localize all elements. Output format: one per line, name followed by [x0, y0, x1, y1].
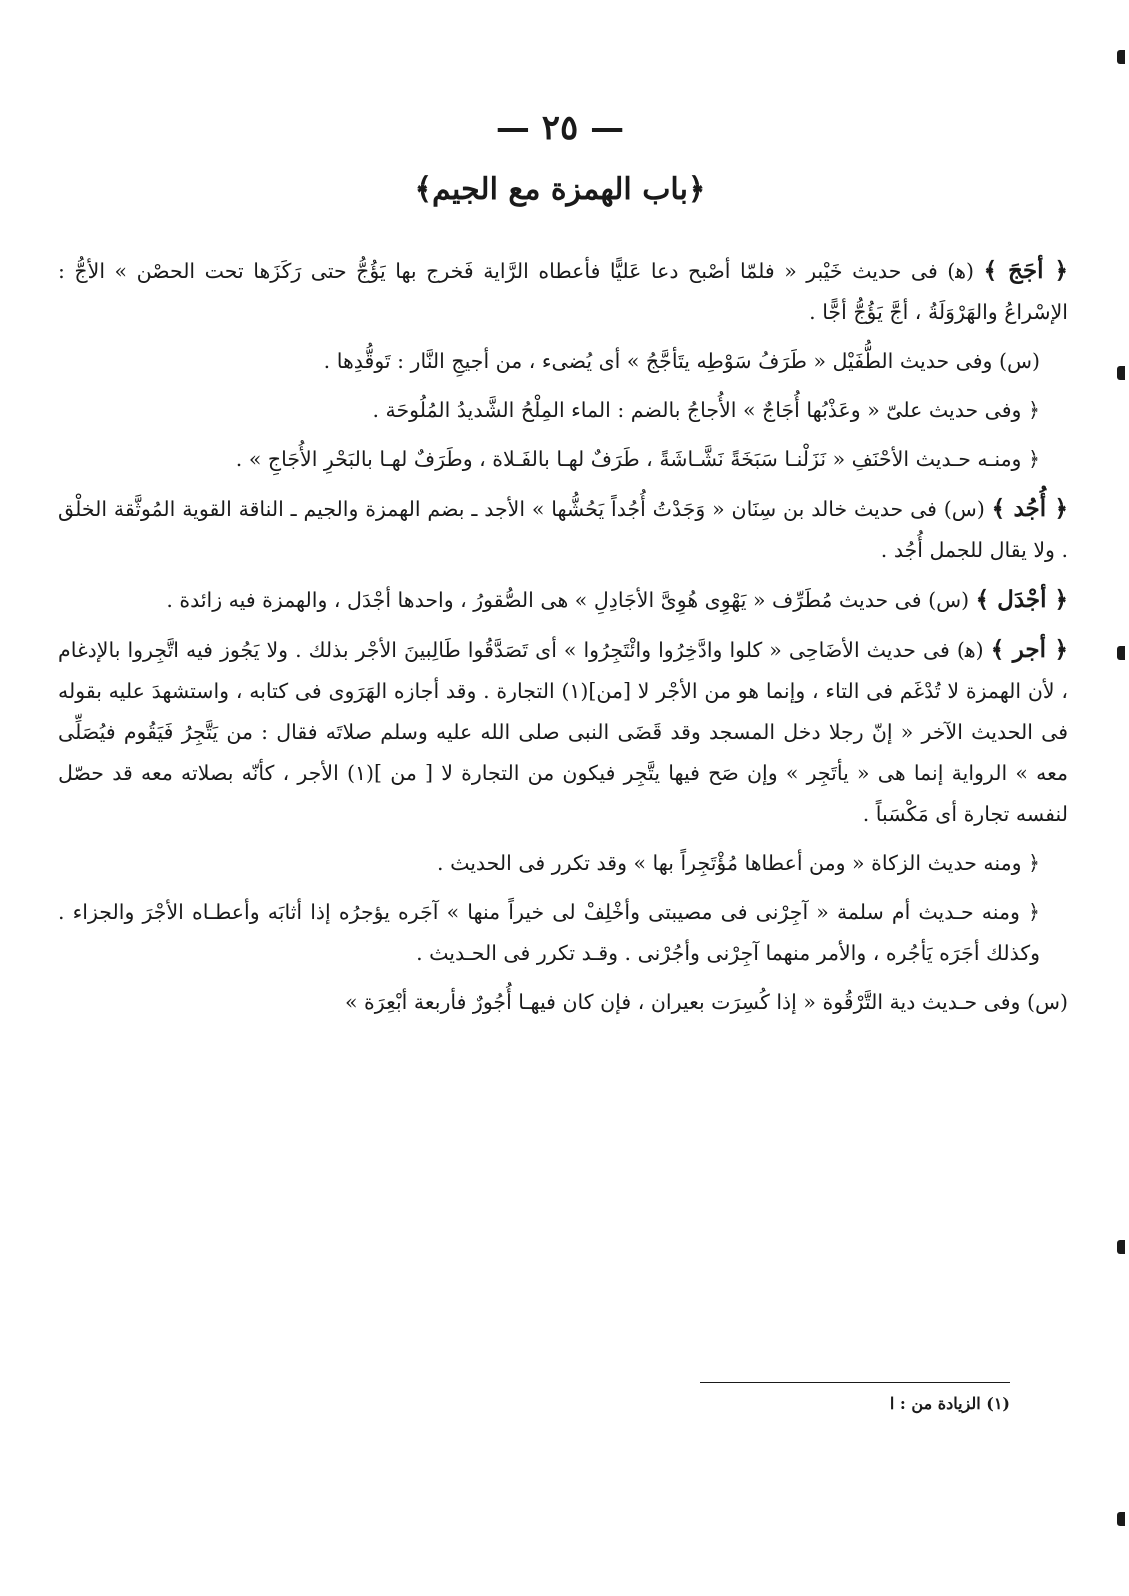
footnote-divider: [700, 1382, 1010, 1383]
headword: ﴿ أُجُد ﴾: [991, 495, 1068, 522]
entry-ajaj-ahnaf: [58, 439, 1068, 480]
entry-ajr-zakat: [58, 843, 1068, 884]
scan-edge-mark: [1117, 50, 1125, 64]
chapter-title: ﴿باب الهمزة مع الجيم﴾: [414, 172, 706, 207]
entry-text: (ﻫ) فى حديث الأضَاحِى « كلوا وادَّخِرُوا وائْتَجِرُوا » أى تَصَدَّقُوا طَالِبينَ الأجْر بذلك . ولا يَجُوز فيه اتَّجِروا بالإدغام ، لأن الهمزة لا تُدْغَم فى التاء ، وإنما هو من الأجْر لا [من](١) التجارة . وقد أجازه الهَرَوى فى كتابه ، واستشهدَ عليه بقوله فى الحديث الآخر « إنّ رجلا دخل المسجد وقد قَضَى النبى صلى الله عليه وسلم صلاتَه فقال : من يَتَّجِرُ فَيَقُوم فيُصَلِّى معه » الرواية إنما هى « يأتَجِر » وإن صَح فيها يتَّجِر فيكون من التجارة لا [ من ](١) الأجر ، كأنّه بصلاته معه قد حصّل لنفسه تجارة أى مَكْسَباً .: [58, 638, 1069, 826]
scan-edge-mark: [1117, 1512, 1125, 1526]
entry-ujud: [58, 488, 1068, 571]
document-page: [40, 0, 1080, 1596]
entry-ajdal: [58, 579, 1068, 621]
entry-ajaj-ali: [58, 390, 1068, 431]
entry-ajaj: [58, 250, 1068, 333]
entry-text: (س) فى حديث خالد بن سِنَان « وَجَدْتُ أُجُداً يَحُشُّها » الأجد ـ بضم الهمزة والجيم ـ الناقة القوية المُوثَّقة الخلْق . ولا يقال للجمل أُجُد .: [58, 497, 1068, 562]
entry-ajr-umm-salama: [58, 892, 1068, 974]
entry-text: ﴿ ومنه حديث الزكاة « ومن أعطاها مُؤْتَجِراً بها » وقد تكرر فى الحديث .: [437, 851, 1040, 875]
headword: ﴿ أجَجَ ﴾: [983, 257, 1068, 284]
scan-edge-mark: [1117, 1240, 1125, 1254]
body-text: [58, 250, 1068, 1031]
headword: ﴿ أجْدَل ﴾: [975, 586, 1068, 613]
entry-text: (س) فى حديث مُطَرِّف « يَهْوِى هُوِىَّ الأجَادِلِ » هى الصُّقورُ ، واحدها أجْدَل ، والهمزة فيه زائدة .: [166, 588, 970, 612]
entry-text: (ﻫ) فى حديث خَيْبر « فلمّا أصْبح دعا عَليًّا فأعطاه الرَّاية فَخرج بها يَؤُجُّ حتى رَكَزَها تحت الحصْن » الأجُّ : الإسْراعُ والهَرْوَلَةُ ، أجَّ يَؤُجُّ أجًّا .: [58, 259, 1068, 324]
scan-edge-mark: [1117, 646, 1125, 660]
entry-text: ﴿ وفى حديث علىّ « وعَذْبُها أُجَاجٌ » الأُجاجُ بالضم : الماء المِلْحُ الشَّديدُ المُلُوحَة .: [372, 398, 1040, 422]
entry-text: (س) وفى حديث الطُّفَيْل « طَرَفُ سَوْطِه يتَأجَّجُ » أى يُضىء ، من أجيجِ النَّار : تَوقُّدِها .: [323, 349, 1040, 373]
entry-ajaj-tufayl: [58, 341, 1068, 382]
entry-text: ﴿ ومنه حـديث أم سلمة « آجِرْنى فى مصيبتى وأخْلِفْ لى خيراً منها » آجَره يؤجرُه إذا أثابَه وأعطـاه الأجْرَ والجزاء . وكذلك أجَرَه يَأجُره ، والأمر منهما آجِرْنى وأجُرْنى . وقـد تكرر فى الحـديث .: [58, 900, 1040, 965]
footnote: (١) الزيادة من : ا: [889, 1394, 1010, 1413]
entry-ajr: [58, 629, 1068, 835]
scan-edge-mark: [1117, 366, 1125, 380]
entry-text: (س) وفى حـديث دية التَّرْقُوة « إذا كُسِرَت بعيران ، فإن كان فيهـا أُجُورٌ فأربعة أبْعِرَة »: [344, 990, 1068, 1014]
entry-text: ﴿ ومنـه حـديث الأحْنَفِ « نَزَلْنـا سَبَخَةً نَشَّـاشَةً ، طَرَفٌ لهـا بالفَـلاة ، وطَرَفٌ لهـا بالبَحْرِ الأُجَاجِ » .: [235, 447, 1040, 471]
headword: ﴿ أجر ﴾: [990, 636, 1068, 663]
entry-ajr-tarquwa: [58, 982, 1068, 1023]
page-number: — ٢٥ —: [495, 108, 625, 148]
